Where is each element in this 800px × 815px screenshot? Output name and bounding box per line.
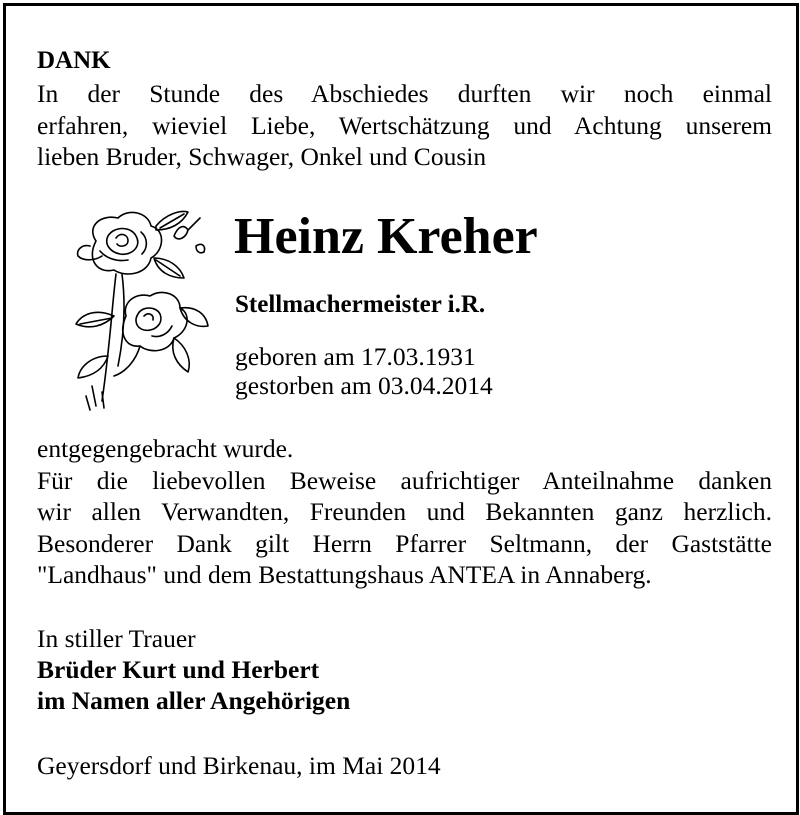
- deceased-title: Stellmachermeister i.R.: [235, 291, 486, 318]
- body-line: "Landhaus" und dem Bestattungshaus ANTEA in Annaberg.: [37, 560, 652, 589]
- body-line: Für die liebevollen Beweise aufrichtiger Anteilnahme danken: [37, 465, 772, 495]
- death-date: gestorben am 03.04.2014: [235, 371, 493, 400]
- intro-line: lieben Bruder, Schwager, Onkel und Cousin: [37, 142, 487, 171]
- rose-icon: [56, 196, 211, 411]
- body-line: wir allen Verwandten, Freunden und Bekannten ganz herzlich.: [37, 497, 772, 526]
- birth-date: geboren am 17.03.1931: [235, 342, 476, 371]
- obituary-notice: [3, 3, 799, 815]
- place-and-date: Geyersdorf und Birkenau, im Mai 2014: [37, 751, 441, 780]
- intro-line: In der Stunde des Abschiedes durften wir noch einmal: [37, 79, 772, 108]
- body-line: entgegengebracht wurde.: [37, 434, 294, 463]
- deceased-name: Heinz Kreher: [234, 208, 538, 265]
- body-line: Besonderer Dank gilt Herrn Pfarrer Seltmann, der Gaststätte: [37, 528, 772, 558]
- intro-line: erfahren, wieviel Liebe, Wertschätzung und Achtung unserem: [37, 110, 772, 140]
- life-dates: [235, 342, 493, 400]
- closing-line: In stiller Trauer: [37, 624, 196, 653]
- mourners-names: Brüder Kurt und Herbert: [37, 655, 320, 684]
- body-text: [37, 433, 772, 591]
- closing-block: [37, 623, 350, 716]
- intro-text: [37, 78, 772, 173]
- mourners-relatives: im Namen aller Angehörigen: [37, 686, 351, 715]
- notice-heading: DANK: [37, 47, 111, 74]
